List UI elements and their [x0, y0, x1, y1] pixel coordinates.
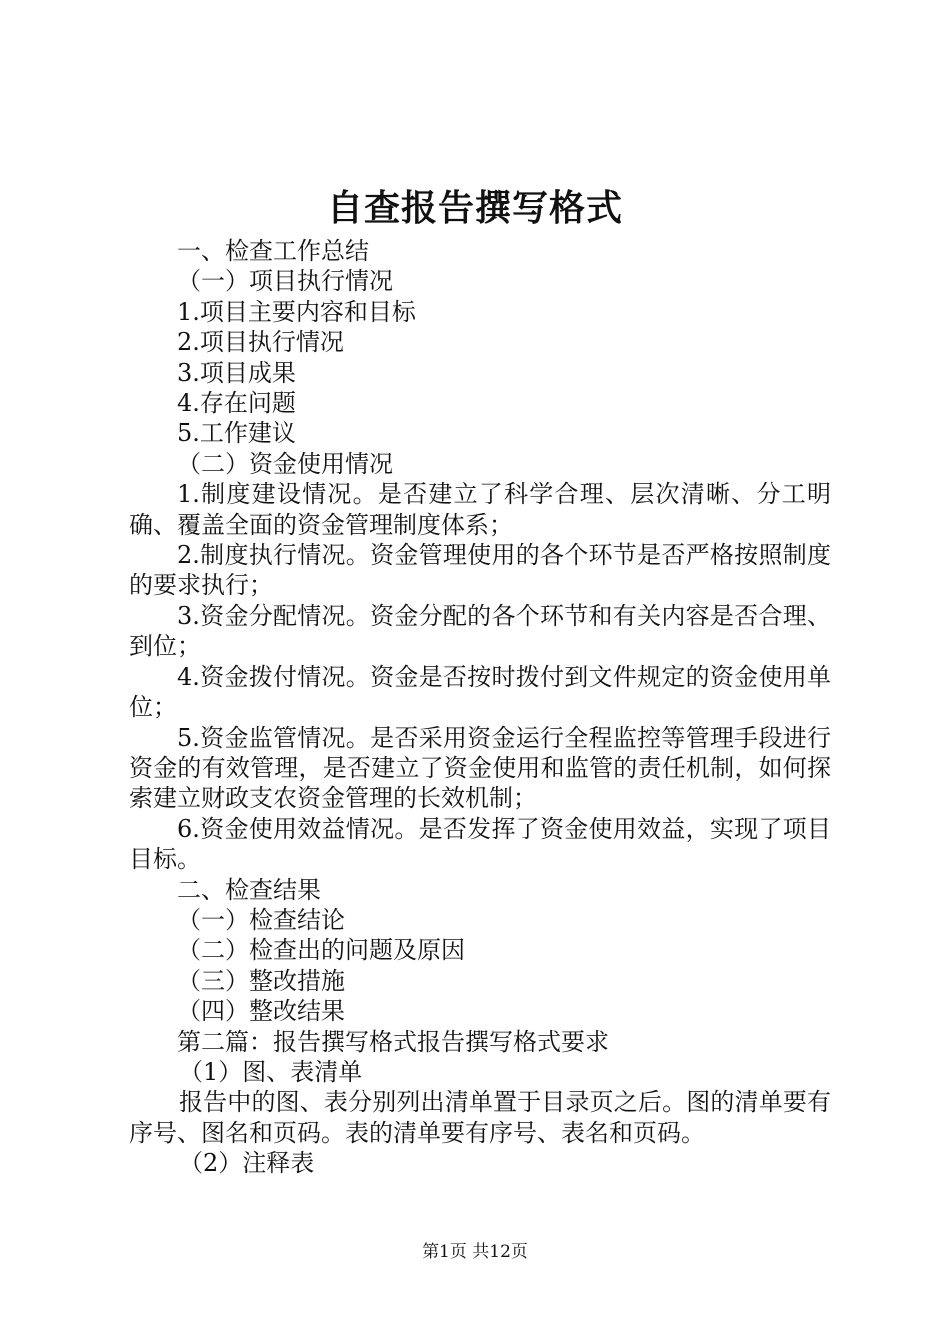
document-title: 自查报告撰写格式 [326, 187, 623, 229]
list-item: （四）整改结果 [177, 997, 345, 1026]
paragraph: 3.资金分配情况。资金分配的各个环节和有关内容是否合理、到位； [129, 601, 831, 661]
paragraph: 报告中的图、表分别列出清单置于目录页之后。图的清单要有序号、图名和页码。表的清单要有序号、表名和页码。 [129, 1088, 831, 1147]
subheading-project-execution: （一）项目执行情况 [177, 267, 393, 296]
paragraph: 5.资金监管情况。是否采用资金运行全程监控等管理手段进行资金的有效管理，是否建立了资金使用和监管的责任机制，如何探索建立财政支农资金管理的长效机制； [129, 723, 831, 813]
list-item: （三）整改措施 [177, 966, 345, 995]
subheading-fund-usage: （二）资金使用情况 [177, 449, 393, 478]
subheading-figure-table-list: （1）图、表清单 [179, 1057, 363, 1086]
list-item: 3.项目成果 [177, 358, 296, 387]
paragraph: 4.资金拨付情况。资金是否按时拨付到文件规定的资金使用单位； [129, 662, 831, 722]
heading-part-two: 第二篇：报告撰写格式报告撰写格式要求 [177, 1027, 609, 1056]
list-item: 5.工作建议 [177, 419, 296, 448]
list-item: 1.项目主要内容和目标 [177, 297, 416, 326]
list-item: （二）检查出的问题及原因 [177, 936, 465, 965]
paragraph: 2.制度执行情况。资金管理使用的各个环节是否严格按照制度的要求执行； [129, 541, 831, 600]
page-footer: 第1页 共12页 [422, 1242, 528, 1262]
subheading-notes-table: （2）注释表 [179, 1149, 315, 1178]
paragraph: 1.制度建设情况。是否建立了科学合理、层次清晰、分工明确、覆盖全面的资金管理制度体系； [129, 480, 831, 539]
list-item: 2.项目执行情况 [177, 328, 344, 357]
heading-inspection-results: 二、检查结果 [177, 875, 321, 904]
paragraph: 6.资金使用效益情况。是否发挥了资金使用效益，实现了项目目标。 [129, 814, 831, 874]
list-item: 4.存在问题 [177, 389, 296, 418]
document-body [129, 236, 831, 1179]
list-item: （一）检查结论 [177, 905, 345, 934]
heading-inspection-summary: 一、检查工作总结 [177, 237, 369, 265]
